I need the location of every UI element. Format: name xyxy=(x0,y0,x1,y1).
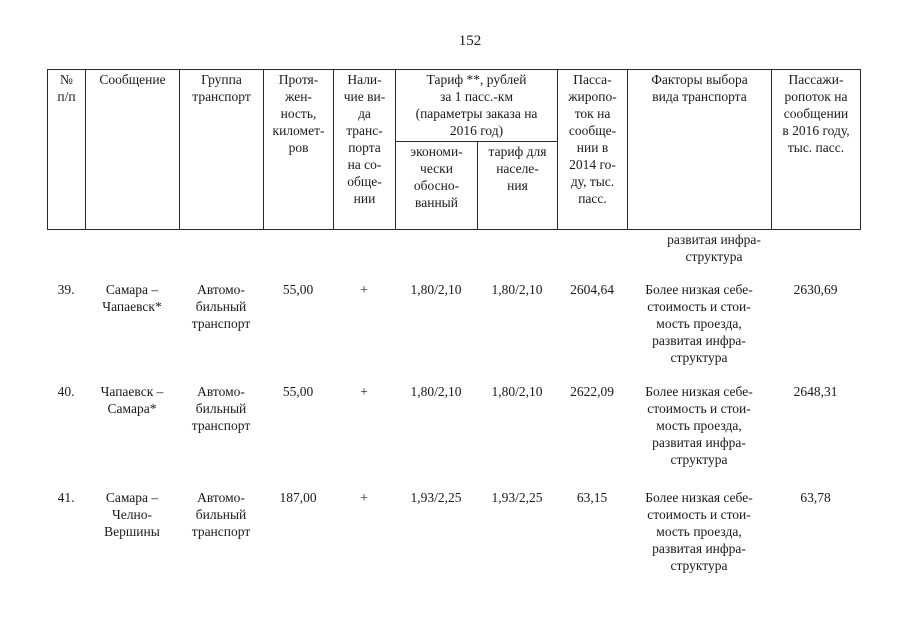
cell-presence: + xyxy=(360,490,368,505)
cell-num: 41. xyxy=(57,490,75,505)
cell-num: 39. xyxy=(57,282,75,297)
carryover-text: развитая инфра- структура xyxy=(667,232,761,264)
header-tariff-pop: тариф для населе- ния xyxy=(478,142,558,230)
header-tariff: Тариф **, рублей за 1 пасс.-км (параметры заказа на 2016 год) xyxy=(396,70,558,142)
cell-route: Самара – Челно- Вершины xyxy=(104,490,160,539)
cell-factors: Более низкая себе- стоимость и стои- мость проезда, развитая инфра- структура xyxy=(645,490,753,573)
cell-tariff-pop: 1,80/2,10 xyxy=(491,282,543,297)
cell-tariff-econ: 1,80/2,10 xyxy=(410,384,462,399)
cell-num: 40. xyxy=(57,384,75,399)
cell-tariff-pop: 1,93/2,25 xyxy=(491,490,543,505)
cell-tariff-econ: 1,80/2,10 xyxy=(410,282,462,297)
cell-flow-2014: 63,15 xyxy=(576,490,608,505)
cell-presence: + xyxy=(360,384,368,399)
cell-group: Автомо- бильный транспорт xyxy=(191,282,251,331)
cell-group: Автомо- бильный транспорт xyxy=(191,490,251,539)
cell-flow-2014: 2622,09 xyxy=(570,384,614,399)
cell-length: 187,00 xyxy=(279,490,317,505)
cell-length: 55,00 xyxy=(282,282,314,297)
header-flow-2016: Пассажи- ропоток на сообщении в 2016 году, тыс. пасс. xyxy=(772,70,861,230)
table-header xyxy=(47,69,861,230)
header-presence: Нали- чие ви- да транс- порта на со- обще- нии xyxy=(334,70,396,230)
cell-presence: + xyxy=(360,282,368,297)
header-factors: Факторы выбора вида транспорта xyxy=(628,70,772,230)
page-number: 152 xyxy=(458,33,482,49)
header-tariff-econ: экономи- чески обосно- ванный xyxy=(396,142,478,230)
header-num: № п/п xyxy=(48,70,86,230)
cell-tariff-pop: 1,80/2,10 xyxy=(491,384,543,399)
cell-route: Самара – Чапаевск* xyxy=(102,282,162,314)
cell-factors: Более низкая себе- стоимость и стои- мость проезда, развитая инфра- структура xyxy=(645,282,753,365)
header-group: Группа транспорт xyxy=(180,70,264,230)
cell-tariff-econ: 1,93/2,25 xyxy=(410,490,462,505)
cell-factors: Более низкая себе- стоимость и стои- мость проезда, развитая инфра- структура xyxy=(645,384,753,467)
cell-flow-2016: 2630,69 xyxy=(793,282,838,297)
header-route: Сообщение xyxy=(86,70,180,230)
cell-length: 55,00 xyxy=(282,384,314,399)
cell-route: Чапаевск – Самара* xyxy=(100,384,164,416)
header-flow-2014: Пасса- жиропо- ток на сообще- нии в 2014 го- ду, тыс. пасс. xyxy=(558,70,628,230)
cell-flow-2016: 2648,31 xyxy=(793,384,838,399)
cell-flow-2014: 2604,64 xyxy=(570,282,614,297)
cell-flow-2016: 63,78 xyxy=(800,490,831,505)
cell-group: Автомо- бильный транспорт xyxy=(191,384,251,433)
header-length: Протя- жен- ность, километ- ров xyxy=(264,70,334,230)
